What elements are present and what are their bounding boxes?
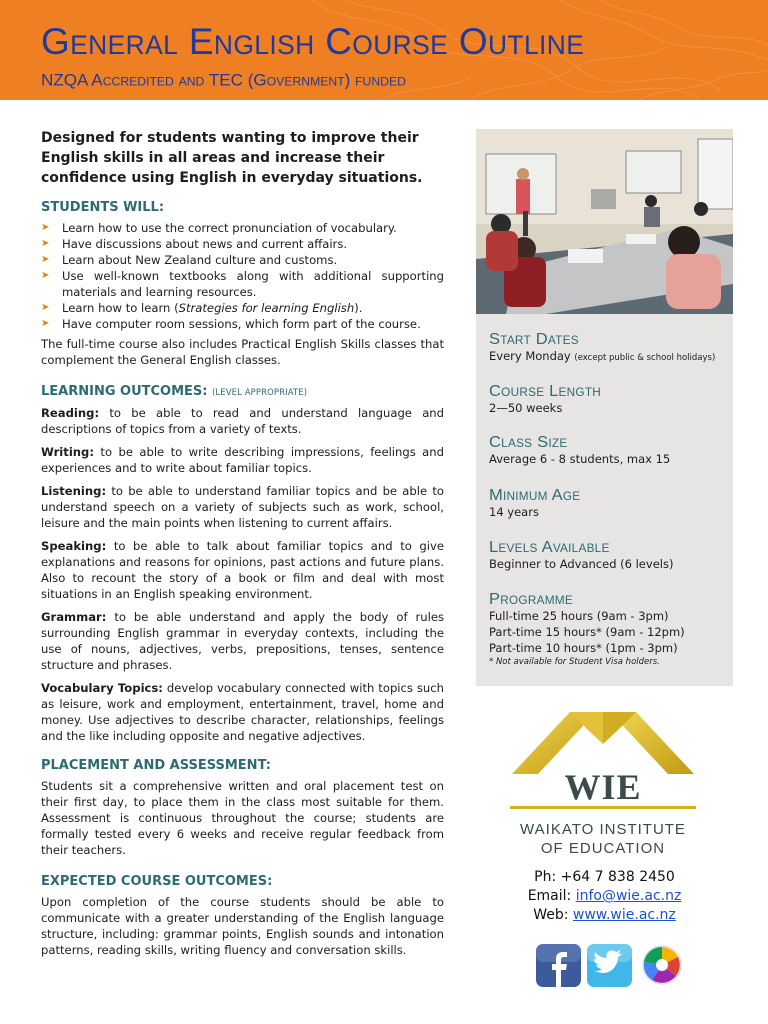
facebook-icon[interactable]	[536, 944, 581, 987]
contact-block	[476, 868, 733, 925]
outcome-label: Grammar:	[41, 610, 107, 624]
outcome-speaking	[41, 538, 444, 602]
outcome-label: Writing:	[41, 445, 94, 459]
header-banner	[0, 0, 768, 100]
arrow-bullet-icon: ➤	[41, 222, 50, 233]
outcome-text: to be able to write describing impressions, feelings and experiences and to write about familiar topics.	[41, 445, 444, 475]
minimum-age-value: 14 years	[489, 505, 539, 519]
start-dates-note: (except public & school holidays)	[574, 353, 716, 363]
arrow-bullet-icon: ➤	[41, 238, 50, 249]
email-line	[476, 887, 733, 906]
start-dates-label: Start Dates	[489, 329, 579, 348]
placement-text: Students sit a comprehensive written and oral placement test on their first day, to place them in the class most suitable for them. Assessment is continuous throughout the course; students are formally tested every 6 weeks and receive regular feedback from their teachers.	[41, 779, 444, 857]
list-item	[41, 316, 444, 332]
phone-prefix: Ph:	[534, 869, 557, 885]
email-link[interactable]: info@wie.ac.nz	[575, 888, 682, 904]
class-size-block	[489, 432, 670, 467]
list-item	[41, 236, 444, 252]
programme-label: Programme	[489, 589, 573, 608]
twitter-icon[interactable]	[587, 944, 632, 987]
list-item	[41, 252, 444, 268]
expected-text: Upon completion of the course students should be able to communicate with a greater understanding of the English language structure, including: grammar points, English sounds and intonation patterns, reading skills, writing fluency and conversation skills.	[41, 895, 444, 957]
outcome-label: Speaking:	[41, 539, 107, 553]
main-column	[41, 128, 444, 964]
start-dates-block	[489, 329, 715, 366]
social-icons	[536, 944, 686, 989]
start-dates-value: Every Monday	[489, 349, 571, 363]
email-prefix: Email:	[527, 888, 572, 904]
logo-institute-name	[508, 820, 698, 858]
list-item	[41, 300, 444, 316]
classroom-image	[476, 129, 733, 314]
arrow-bullet-icon: ➤	[41, 318, 50, 329]
list-item-text: Learn about New Zealand culture and customs.	[62, 253, 338, 267]
levels-label: Levels Available	[489, 537, 610, 556]
list-item-text: Use well-known textbooks along with additional supporting materials and learning resources.	[62, 269, 444, 299]
start-dates-value-line	[489, 348, 715, 366]
logo-wordmark: WIE	[564, 767, 642, 807]
outcome-writing	[41, 444, 444, 476]
programme-note: * Not available for Student Visa holders.	[489, 657, 660, 667]
course-length-block	[489, 381, 602, 416]
intro-paragraph: Designed for students wanting to improve their English skills in all areas and increase their confidence using English in everyday situations.	[41, 130, 423, 186]
levels-value: Beginner to Advanced (6 levels)	[489, 557, 674, 571]
outcome-text: develop vocabulary connected with topics such as leisure, work and employment, entertainment, travel, home and money. Use adjectives to describe character, relationships, feelings and the like including opposite and negative adjectives.	[41, 681, 445, 743]
placement-heading: PLACEMENT AND ASSESSMENT:	[41, 758, 271, 773]
list-item	[41, 220, 444, 236]
list-item	[41, 268, 444, 300]
learning-outcomes-note: (LEVEL APPROPRIATE)	[212, 388, 308, 398]
course-length-value: 2—50 weeks	[489, 401, 563, 415]
web-link[interactable]: www.wie.ac.nz	[572, 907, 676, 923]
outcome-text: to be able to talk about familiar topics and to give explanations and reasons for opinions, past actions and future plans. Also to recount the story of a book or film and deal with most situations in an English speaking environment.	[41, 539, 444, 601]
strategies-suffix: ).	[354, 301, 363, 315]
strategies-title: Strategies for learning English	[178, 301, 355, 315]
page-subtitle: NZQA Accredited and TEC (Government) funded	[41, 70, 406, 90]
logo-line-2: OF EDUCATION	[540, 840, 666, 857]
fulltime-note: The full-time course also includes Practical English Skills classes that complement the General English classes.	[41, 337, 444, 367]
learning-outcomes-title: LEARNING OUTCOMES:	[41, 384, 208, 399]
outcome-grammar	[41, 609, 444, 673]
picasa-icon[interactable]	[640, 944, 685, 987]
phone-number: +64 7 838 2450	[560, 869, 675, 885]
page-title: General English Course Outline	[41, 21, 585, 62]
students-will-list	[41, 220, 444, 332]
list-item-text: Have discussions about news and current affairs.	[62, 237, 348, 251]
logo-line-1: WAIKATO INSTITUTE	[520, 821, 686, 838]
programme-line: Part-time 10 hours* (1pm - 3pm)	[489, 641, 678, 655]
web-prefix: Web:	[533, 907, 569, 923]
outcome-label: Vocabulary Topics:	[41, 681, 163, 695]
course-info-panel	[476, 314, 733, 686]
outcome-label: Listening:	[41, 484, 107, 498]
minimum-age-block	[489, 485, 581, 520]
programme-line: Full-time 25 hours (9am - 3pm)	[489, 609, 669, 623]
list-item-text: Have computer room sessions, which form part of the course.	[62, 317, 421, 331]
learning-outcomes-heading	[41, 384, 444, 401]
list-item-text: Learn how to use the correct pronunciation of vocabulary.	[62, 221, 397, 235]
outcome-listening	[41, 483, 444, 531]
programme-line: Part-time 15 hours* (9am - 12pm)	[489, 625, 685, 639]
levels-block	[489, 537, 673, 572]
expected-heading: EXPECTED COURSE OUTCOMES:	[41, 874, 273, 889]
outcome-label: Reading:	[41, 406, 100, 420]
classroom-photo	[476, 129, 733, 314]
web-line	[476, 906, 733, 925]
outcome-reading	[41, 405, 444, 437]
outcome-text: to be able to understand familiar topics and be able to understand speech on a variety of subjects such as work, school, leisure and the main points when listening to current affairs.	[41, 484, 444, 530]
arrow-bullet-icon: ➤	[41, 270, 50, 281]
phone-line	[476, 868, 733, 887]
strategies-prefix: Learn how to learn (	[62, 301, 179, 315]
course-length-label: Course Length	[489, 381, 602, 400]
wie-logo	[508, 704, 698, 857]
arrow-bullet-icon: ➤	[41, 302, 50, 313]
arrow-bullet-icon: ➤	[41, 254, 50, 265]
programme-block	[489, 589, 685, 667]
outcome-vocabulary	[41, 680, 444, 744]
students-will-heading: STUDENTS WILL:	[41, 200, 165, 215]
minimum-age-label: Minimum Age	[489, 485, 581, 504]
class-size-label: Class Size	[489, 432, 568, 451]
outcome-text: to be able understand and apply the body of rules surrounding English grammar in everyday contexts, including the use of nouns, adjectives, verbs, prepositions, tenses, sentence structure and phrases.	[41, 610, 444, 672]
outcome-text: to be able to read and understand language and descriptions of topics from a variety of texts.	[41, 406, 445, 436]
class-size-value: Average 6 - 8 students, max 15	[489, 452, 671, 466]
